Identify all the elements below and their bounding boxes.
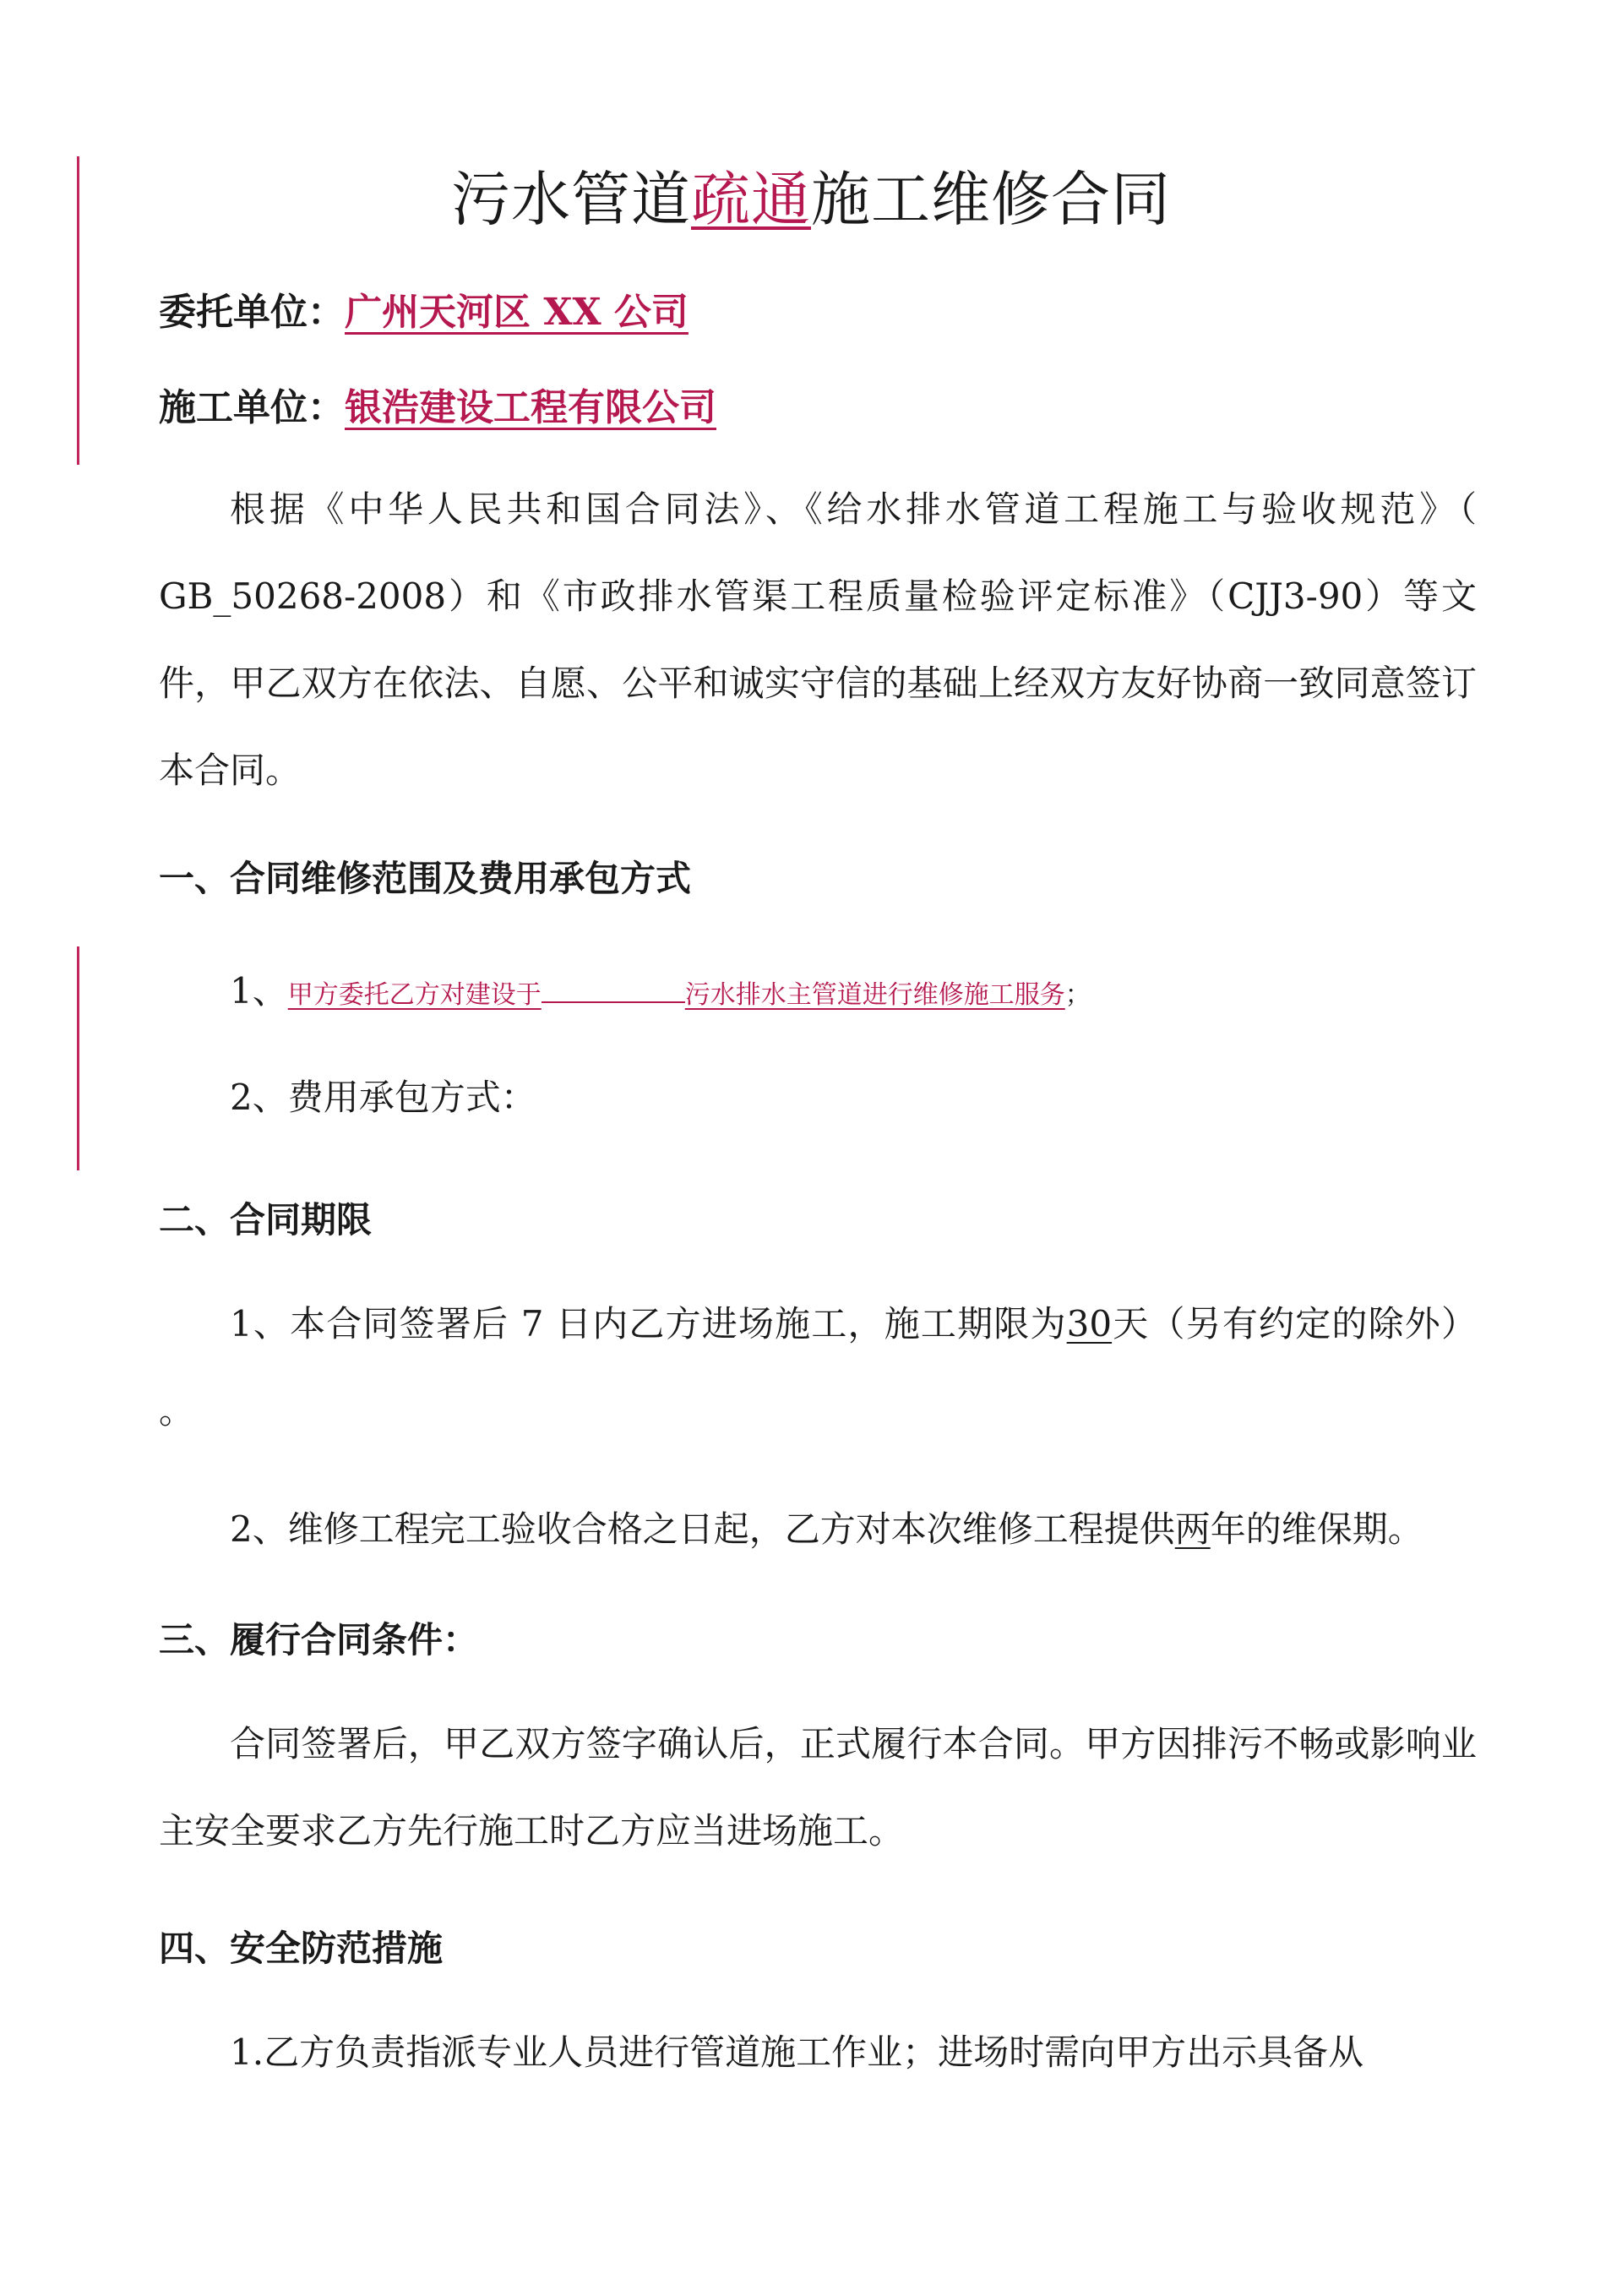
client-party-line [159, 279, 1477, 346]
revision-change-bar [77, 946, 79, 1170]
revised-text-part-b: 污水排水主管道进行维修施工服务 [684, 980, 1065, 1010]
term-text-b: 天（另有约定的除外） 。 [159, 1303, 1477, 1432]
safety-item-1: 1.乙方负责指派专业人员进行管道施工作业；进场时需向甲方出示具备从 [230, 2031, 1364, 2073]
title-text-start: 污水管道 [451, 165, 691, 234]
contractor-party-line [159, 374, 1477, 442]
title-revised-text: 疏通 [691, 165, 811, 234]
warranty-text-a: 2、维修工程完工验收合格之日起，乙方对本次维修工程提供 [230, 1508, 1175, 1550]
term-text-a: 1、本合同签署后 7 日内乙方进场施工，施工期限为 [230, 1303, 1067, 1344]
revised-text-part-a: 甲方委托乙方对建设于 [287, 980, 542, 1010]
warranty-years: 两 [1174, 1508, 1211, 1550]
scope-item-2: 2、费用承包方式： [230, 1077, 536, 1118]
document-title [0, 157, 1622, 242]
contractor-label: 施工单位： [159, 386, 345, 429]
section-heading-scope: 一、合同维修范围及费用承包方式 [159, 858, 692, 899]
scope-item-1 [159, 957, 1548, 1029]
item-end-punctuation: ； [1064, 980, 1091, 1010]
term-item-2 [159, 1486, 1494, 1573]
title-text-end: 施工维修合同 [811, 165, 1171, 234]
section-heading-safety: 四、安全防范措施 [159, 1928, 444, 1969]
warranty-text-b: 年的维保期。 [1210, 1508, 1423, 1550]
conditions-paragraph: 合同签署后，甲乙双方签字确认后，正式履行本合同。甲方因排污不畅或影响业主安全要求乙方先行施工时乙方应当进场施工。 [159, 1723, 1477, 1852]
item-number: 1、 [230, 970, 288, 1012]
intro-paragraph: 根据《中华人民共和国合同法》、《给水排水管道工程施工与验收规范》（ GB_50268-2008）和《市政排水管渠工程质量检验评定标准》（CJJ3-90）等文件，甲乙双方在依法、自愿、公平和诚实守信的基础上经双方友好协商一致同意签订本合同。 [159, 488, 1477, 791]
section-heading-conditions: 三、履行合同条件： [159, 1619, 479, 1661]
client-label: 委托单位： [159, 291, 345, 334]
client-name: 广州天河区 XX 公司 [345, 291, 689, 334]
contractor-name: 银浩建设工程有限公司 [345, 386, 716, 429]
section-heading-term: 二、合同期限 [159, 1199, 373, 1241]
blank-underline [542, 976, 685, 1003]
term-item-1 [159, 1280, 1477, 1454]
term-days: 30 [1066, 1303, 1113, 1344]
